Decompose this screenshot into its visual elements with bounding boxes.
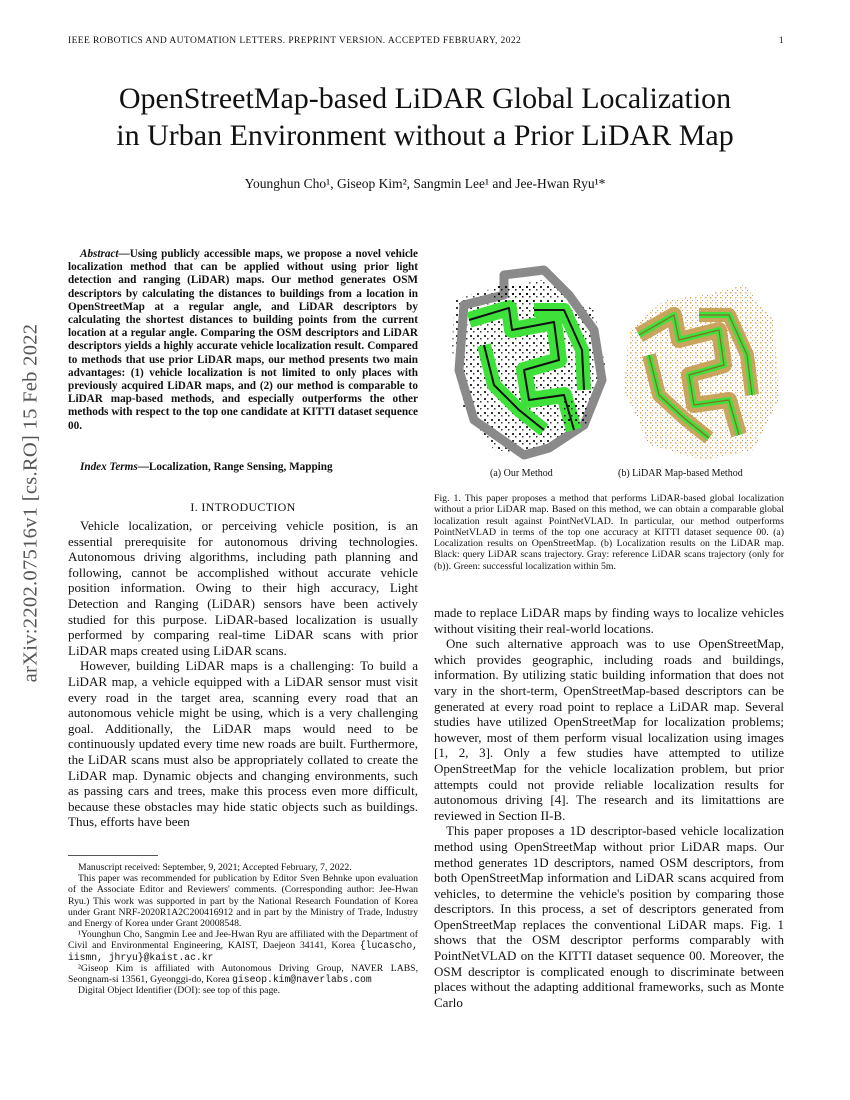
figure-1-maps xyxy=(434,250,784,470)
intro-paragraph-2: However, building LiDAR maps is a challenging: To build a LiDAR map, a vehicle equipped with a LiDAR sensor must visit every road in the target area, scanning every road that an autonomous vehicle might be using, which is a very challenging goal. Additionally, the LiDAR maps would need to be continuously updated every time new roads are built. Furthermore, the LiDAR scans must also be appropriately collated to create the LiDAR map. Dynamic objects and changing environments, such as passing cars and trees, make this process even more difficult, because these obstacles may hide static objects such as buildings. Thus, efforts have been xyxy=(68,658,418,830)
abstract-label: Abstract xyxy=(80,248,119,260)
subcaption-a: (a) Our Method xyxy=(490,468,553,479)
intro-paragraph-1: Vehicle localization, or perceiving vehicle position, is an essential prerequisite for autonomous driving technologies. Autonomous driving algorithms, including path planning and following, cannot be accomplished without accurate vehicle position information. Owing to their high accuracy, Light Detection and Ranging (LiDAR) sensors have been actively studied for this purpose. LiDAR-based localization is usually performed by comparing real-time LiDAR scans with prior LiDAR maps created using LiDAR scans. xyxy=(68,518,418,658)
subcaption-b: (b) LiDAR Map-based Method xyxy=(618,468,743,479)
title-line-1: OpenStreetMap-based LiDAR Global Localization xyxy=(118,82,732,115)
running-header xyxy=(68,36,784,46)
footnote-received: Manuscript received: September, 9, 2021; Accepted February, 7, 2022. xyxy=(78,862,352,873)
index-terms-label: Index Terms xyxy=(80,461,138,473)
email-1: {lucascho, iismn, jhryu}@kaist.ac.kr xyxy=(68,940,418,963)
figure-1-caption: Fig. 1. This paper proposes a method that performs LiDAR-based global localization without a prior LiDAR map. Based on this method, we can obtain a comparable global localization result against PointNetVLAD. In particular, our method outperforms PointNetVLAD in terms of the top one accuracy at KITTI dataset sequence 00. (a) Localization results on OpenStreetMap. (b) Localization results on the LiDAR map. Black: query LiDAR scans trajectory. Gray: reference LiDAR scans trajectory (only for (b)). Green: successful localization within 5m. xyxy=(434,493,784,572)
right-paragraph-1: One such alternative approach was to use OpenStreetMap, which provides geographic, including roads and buildings, information. By utilizing static building information that does not vary in the short-term, OpenStreetMap-based descriptors can be generated at every road point to replace a LiDAR map. Several studies have utilized OpenStreetMap for localization problems; however, most of them perform visual localization using images [1, 2, 3]. Only a few studies have attempted to utilize OpenStreetMap for the vehicle localization problem, but prior attempts could not provide reliable localization results for autonomous driving [4]. The research and its limitattions are reviewed in Section II-B. xyxy=(434,636,784,823)
section-title: INTRODUCTION xyxy=(201,500,296,514)
index-terms-text: —Localization, Range Sensing, Mapping xyxy=(137,461,333,473)
index-terms xyxy=(68,460,418,476)
email-2: giseop.kim@naverlabs.com xyxy=(232,974,372,986)
abstract-text: —Using publicly accessible maps, we propose a novel vehicle localization method that can be applied without using prior light detection and ranging (LiDAR) maps. Our method generates OSM descriptors by calculating the distances to buildings from a location in OpenStreetMap at a regular angle, and LiDAR descriptors by calculating the shortest distances to building points from the current location at a regular angle. Comparing the OSM descriptors and LiDAR descriptors yields a highly accurate vehicle localization result. Compared to methods that use prior LiDAR maps, our method presents two main advantages: (1) vehicle localization is not limited to only places with previously acquired LiDAR maps, and (2) our method is comparable to LiDAR map-based methods, and especially outperforms the other methods with respect to the top one candidate at KITTI dataset sequence 00. xyxy=(68,248,418,432)
abstract xyxy=(68,248,418,433)
footnote-doi: Digital Object Identifier (DOI): see top of this page. xyxy=(78,985,281,997)
introduction-body xyxy=(68,518,418,830)
title-line-2: in Urban Environment without a Prior LiDAR Map xyxy=(116,119,734,152)
right-paragraph-0: made to replace LiDAR maps by finding ways to localize vehicles without visiting their real-world locations. xyxy=(434,605,784,636)
footnotes xyxy=(68,862,418,996)
figure-1 xyxy=(434,250,784,470)
right-column-body xyxy=(434,605,784,1010)
journal-header: IEEE ROBOTICS AND AUTOMATION LETTERS. PREPRINT VERSION. ACCEPTED FEBRUARY, 2022 xyxy=(68,36,522,46)
page-number: 1 xyxy=(778,36,784,46)
arxiv-id: arXiv:2202.07516v1 [cs.RO] 15 Feb 2022 xyxy=(19,323,42,683)
section-heading xyxy=(68,500,418,515)
paper-title xyxy=(40,80,810,154)
author-list: Younghun Cho¹, Giseop Kim², Sangmin Lee¹ and Jee-Hwan Ryu¹* xyxy=(244,176,606,191)
footnote-recommended: This paper was recommended for publication by Editor Sven Behnke upon evaluation of the Associate Editor and Reviewers' comments. (Corresponding author: Jee-Hwan Ryu.) This work was supported in part by the National Research Foundation of Korea under Grant NRF-2020R1A2C200416912 and in part by the Ministry of Trade, Industry and Energy of Korea under Grant 20008548. xyxy=(68,873,418,930)
footnote-affiliation-1: ¹Younghun Cho, Sangmin Lee and Jee-Hwan Ryu are affiliated with the Department of Civil and Environmental Engineering, KAIST, Daejeon 34141, Korea {lucascho, iismn, jhryu}@kaist.ac.kr xyxy=(68,929,418,963)
section-number: I. xyxy=(190,500,199,514)
lidar-map-panel xyxy=(624,285,779,460)
footnote-affiliation-2: ²Giseop Kim is affiliated with Autonomous Driving Group, NAVER LABS, Seongnam-si 13561, Gyeonggi-do, Korea giseop.kim@naverlabs.com xyxy=(68,962,418,986)
right-paragraph-2: This paper proposes a 1D descriptor-based vehicle localization method using OpenStreetMap without prior LiDAR maps. Our method generates 1D descriptors, named OSM descriptors, from both OpenStreetMap information and LiDAR scans acquired from vehicles, to determine the vehicle's position by comparing those descriptors. In this process, a set of descriptors generated from OpenStreetMap replaces the conventional LiDAR maps. Fig. 1 shows that the OSM descriptor performs comparably with PointNetVLAD on the KITTI dataset sequence 00. Moreover, the OSM descriptor is complicated enough to discriminate between places without the adapting additional frameworks, such as Monte Carlo xyxy=(434,823,784,1010)
arxiv-watermark xyxy=(6,298,56,708)
footnote-divider xyxy=(68,855,158,856)
osm-map-panel xyxy=(452,270,606,455)
